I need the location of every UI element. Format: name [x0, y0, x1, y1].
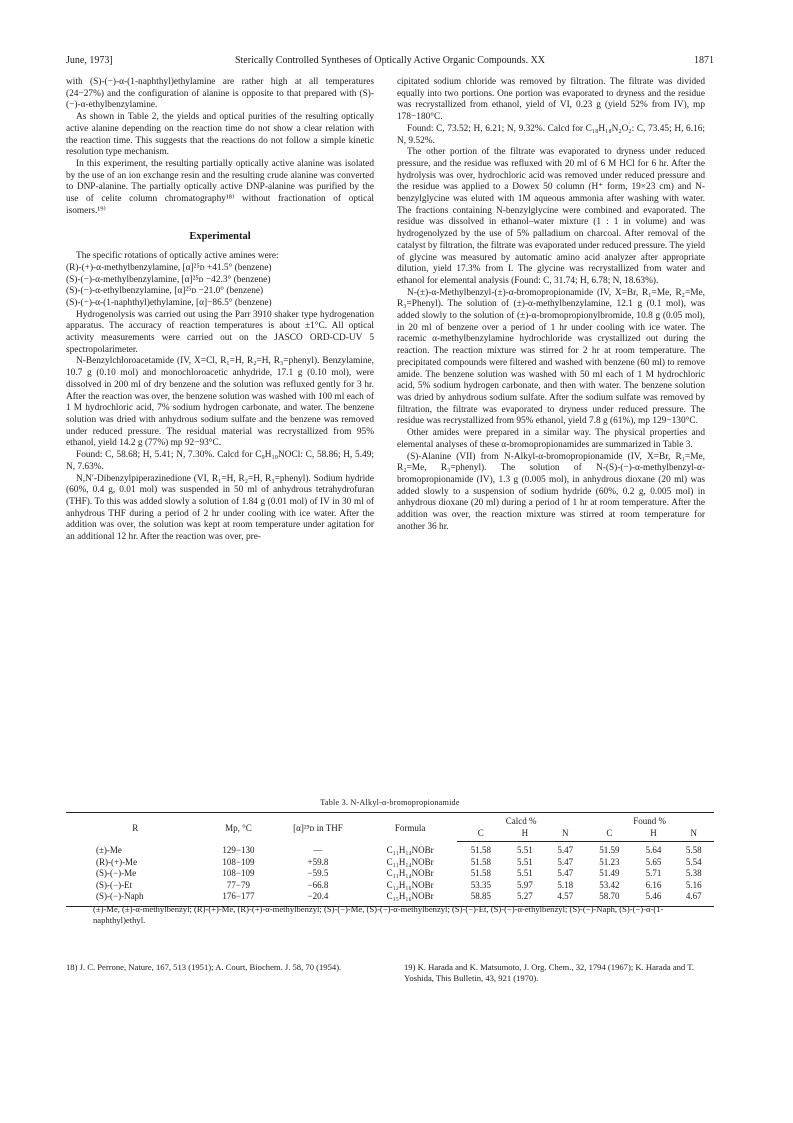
- table-cell: 5.47: [557, 868, 574, 878]
- table-cell: C₁₁H₁₄NOBr: [386, 868, 434, 878]
- column-header: H: [633, 827, 673, 842]
- paragraph: cipitated sodium chloride was removed by filtration. The filtrate was divided equally into two portions. One portion was evaporated to dryness and the residue was recrystallized from ethanol, yield of VI, 0.23 g (yield 52% from IV), mp 178−180°C.: [397, 77, 705, 123]
- table-cell: (S)-(−)-Et: [96, 879, 133, 890]
- column-header: R: [66, 813, 204, 842]
- paragraph: (S)-Alanine (VII) from N-Alkyl-α-bromopropionamide (IV, X=Br, R₁=Me, R₂=Me, R₃=phenyl). The solution of N-(S)-(−)-α-methylbenzyl-α-bromopropionamide (IV), 1.3 g (0.005 mol), in anhydrous dioxane (20 ml) was added slowly to a suspension of sodium hydride (60%, 0.2 g, 0.005 mol) in anhydrous dioxane (20 ml) during a period of 1 hr at room temperature. After the addition was over, the reaction mixture was stirred at room temperature for another 36 hr.: [397, 451, 705, 532]
- table-cell: 5.65: [645, 856, 662, 867]
- reference-18: 18) J. C. Perrone, Nature, 167, 513 (1951); A. Court, Biochem. J. 58, 70 (1954).: [66, 962, 342, 972]
- table-cell: 5.64: [645, 845, 662, 855]
- table-cell: 6.16: [645, 879, 662, 890]
- table-cell: 5.27: [505, 891, 545, 906]
- header-title: Sterically Controlled Syntheses of Optically Active Organic Compounds. XX: [234, 55, 546, 66]
- column-header: C: [457, 827, 505, 842]
- right-column: [397, 77, 705, 533]
- table-cell: (S)-(−)-Naph: [66, 891, 204, 906]
- column-header: C: [585, 827, 633, 842]
- table-cell: C₁₅H₁₆NOBr: [363, 891, 456, 906]
- table-cell: C₁₂H₁₆NOBr: [386, 879, 434, 890]
- table-cell: (±)-Me: [96, 844, 122, 855]
- column-group-header: Calcd %: [457, 813, 586, 828]
- table-row: [66, 842, 714, 857]
- paragraph: Found: C, 58.68; H, 5.41; N, 7.30%. Calcd for C₉H₁₀NOCl: C, 58.86; H, 5.49; N, 7.63%.: [66, 450, 374, 472]
- column-group-header: Found %: [585, 813, 714, 828]
- column-header: [α]²⁵ᴅ in THF: [272, 813, 363, 842]
- table-footnote: (±)-Me, (±)-α-methylbenzyl; (R)-(+)-Me, (R)-(+)-α-methylbenzyl; (S)-(−)-Me, (S)-(−)-α-methylbenzyl; (S)-(−)-Et, (S)-(−)-α-ethylbenzyl; (S)-(−)-Naph, (S)-(−)-α-(1-naphthyl)ethyl.: [93, 904, 664, 925]
- table-cell: 5.38: [685, 868, 702, 878]
- table-cell: 4.67: [674, 891, 714, 906]
- table-cell: −20.4: [272, 891, 363, 906]
- table-cell: 77−79: [226, 879, 250, 890]
- table-cell: 51.49: [599, 868, 620, 878]
- table-cell: 108−109: [222, 868, 255, 878]
- table-row: [66, 857, 714, 869]
- column-header: H: [505, 827, 545, 842]
- table-cell: 53.35: [470, 879, 491, 890]
- table-cell: 5.97: [517, 879, 533, 890]
- paragraph: As shown in Table 2, the yields and optical purities of the resulting optically active alanine depending on the reaction time do not show a clear relation with the reaction time. This suggests that the reactions do not follow a simple kinetic resolution type mechanism.: [66, 112, 374, 158]
- rotation-line: (S)-(−)-α-ethylbenzylamine, [α]²⁵ᴅ −21.0° (benzene): [66, 286, 264, 297]
- paragraph: Other amides were prepared in a similar way. The physical properties and elemental analyses of these α-bromopropionamides are summarized in Table 3.: [397, 428, 705, 450]
- left-column: [66, 77, 374, 544]
- table-cell: 108−109: [222, 856, 255, 867]
- paragraph: The specific rotations of optically active amines were:: [76, 251, 279, 262]
- table-cell: 5.16: [685, 879, 702, 890]
- table-cell: —: [313, 844, 323, 855]
- table-cell: (S)-(−)-Me: [96, 868, 137, 878]
- table-cell: 129−130: [222, 844, 255, 855]
- table-cell: 51.59: [599, 845, 620, 855]
- table-cell: +59.8: [307, 856, 329, 867]
- column-header: N: [674, 827, 714, 842]
- paragraph: N,N′-Dibenzylpiperazinedione (VI, R₁=H, R₂=H, R₃=phenyl). Sodium hydride (60%, 0.4 g, 0.01 mol) was suspended in 50 ml of anhydrous tetrahydrofuran (THF). To this was added slowly a solution of 1.84 g (0.01 mol) of IV in 30 ml of anhydrous THF during a period of 2 hr under cooling with ice water. After the addition was over, the solution was kept at room temperature under agitation for an additional 12 hr. After the reaction was over, pre-: [66, 473, 374, 543]
- table-cell: C₁₁H₁₄NOBr: [386, 844, 434, 855]
- paragraph: The other portion of the filtrate was evaporated to dryness under reduced pressure, and the residue was refluxed with 20 ml of 6 M HCl for 6 hr. After the hydrolysis was over, hydrochloric acid was removed under reduced pressure and the residue was applied to a Dowex 50 column (H⁺ form, 19×23 cm) and N-benzylglycine was eluted with 1M aqueous ammonia after washing with water. The fractions containing N-benzylglycine were combined and evaporated. The residue was dissolved in ethanol–water mixture (1 : 1 in volume) and was hydrogenolyzed by the use of 5% palladium on charcoal. After removal of the catalyst by filtration, the filtrate was evaporated under reduced pressure. The yield of glycine was measured by automatic amino acid analyzer after appropriate dilution, yield 17.3% from I. The glycine was recrystallized from water and ethanol for elemental analysis (Found: C, 31.74; H, 6.78; N, 18.63%).: [397, 147, 705, 286]
- table-cell: −66.8: [307, 879, 329, 890]
- table-cell: C₁₁H₁₄NOBr: [386, 856, 434, 867]
- table-cell: 51.23: [599, 856, 620, 867]
- table-cell: 5.18: [557, 879, 574, 890]
- table-cell: 5.51: [517, 845, 533, 855]
- table-3: [66, 812, 714, 907]
- column-header: Formula: [363, 813, 456, 842]
- table-cell: −59.5: [307, 868, 329, 878]
- table-cell: (R)-(+)-Me: [96, 856, 138, 867]
- paragraph: with (S)-(−)-α-(1-naphthyl)ethylamine are rather high at all temperatures (24−27%) and the configuration of alanine is opposite to that prepared with (S)-(−)-α-ethylbenzylamine.: [66, 77, 374, 111]
- paragraph: Found: C, 73.52; H, 6.21; N, 9.32%. Calcd for C₁₈H₁₈N₂O₂: C, 73.45; H, 6.16; N, 9.52%.: [397, 123, 705, 146]
- table-cell: 5.51: [517, 856, 533, 867]
- table-row: [66, 868, 714, 880]
- table-cell: 53.42: [599, 879, 620, 890]
- table-cell: 51.58: [470, 868, 491, 878]
- table-cell: 58.70: [585, 891, 633, 906]
- table-cell: 58.85: [457, 891, 505, 906]
- paragraph: In this experiment, the resulting partially optically active alanine was isolated by the use of an ion exchange resin and the resulting crude alanine was converted to DNP-alanine. The partially optically active DNP-alanine was purified by the use of celite column chromatography¹⁸⁾ without fractionation of optical isomers.¹⁹⁾: [66, 158, 374, 216]
- table-cell: 5.46: [633, 891, 673, 906]
- table-cell: 51.58: [470, 856, 491, 867]
- column-header: Mp, °C: [204, 813, 272, 842]
- rotation-line: (R)-(+)-α-methylbenzylamine, [α]²⁵ᴅ +41.5° (benzene): [66, 262, 272, 273]
- rotation-line: (S)-(−)-α-methylbenzylamine, [α]²⁵ᴅ −42.3° (benzene): [66, 274, 271, 285]
- table-cell: 5.47: [557, 856, 574, 867]
- table-row: [66, 880, 714, 892]
- table-cell: 5.51: [517, 868, 533, 878]
- column-header: N: [545, 827, 585, 842]
- table-cell: 5.54: [685, 856, 702, 867]
- table-cell: 5.58: [685, 845, 702, 855]
- paragraph: N-(±)-α-Methylbenzyl-(±)-α-bromopropionamide (IV, X=Br, R₁=Me, R₂=Me, R₃=Phenyl). The solution of (±)-α-methylbenzylamine, 12.1 g (0.1 mol), was added slowly to the solution of (±)-α-bromopropionylbromide, 10.8 g (0.05 mol), in 20 ml of benzene over a period of 1 hr under cooling with ice water. The racemic α-methylbenzylamine hydrochloride was crystallized out during the reaction. The reaction mixture was stirred for 2 hr at room temperature. The precipitated compounds were filtered and washed with benzene (60 ml) to remove amide. The benzene solution was washed with 50 ml each of 1 M hydrochloric acid, 5% sodium hydrogen carbonate, and then with water. The benzene solution was dried by anhydrous sodium sulfate. After the sodium sulfate was removed by filtration, the filtrate was evaporated to dryness under reduced pressure. The residue was recrystallized from 95% ethanol, yield 7.8 g (61%), mp 129−130°C.: [397, 287, 705, 427]
- table-cell: 51.58: [470, 845, 491, 855]
- table-cell: 5.71: [645, 868, 662, 878]
- table-cell: 4.57: [545, 891, 585, 906]
- rotation-line: (S)-(−)-α-(1-naphthyl)ethylamine, [α]−86.5° (benzene): [66, 297, 272, 308]
- section-heading: Experimental: [189, 231, 251, 243]
- table-cell: 176−177: [204, 891, 272, 906]
- header-date: June, 1973]: [66, 55, 113, 66]
- page-number: 1871: [694, 55, 714, 66]
- reference-19: 19) K. Harada and K. Matsumoto, J. Org. Chem., 32, 1794 (1967); K. Harada and T. Yoshida, This Bulletin, 43, 921 (1970).: [404, 962, 694, 983]
- paragraph: Hydrogenolysis was carried out using the Parr 3910 shaker type hydrogenation apparatus. The accuracy of reaction temperatures is about ±1°C. All optical activity measurements were carried out on the JASCO ORD-CD-UV 5 spectropolarimeter.: [66, 309, 374, 355]
- table-caption: Table 3. N-Alkyl-α-bromopropionamide: [320, 798, 460, 807]
- paragraph: N-Benzylchloroacetamide (IV, X=Cl, R₁=H, R₂=H, R₃=phenyl). Benzylamine, 10.7 g (0.10 mol) and monochloroacetic anhydride, 17.1 g (0.10 mol), were dissolved in 200 ml of dry benzene and the solution was refluxed gently for 3 hr. After the reaction was over, the benzene solution was washed with 100 ml each of 1 M hydrochloric acid, 7% sodium hydrogen carbonate, and water. The benzene solution was dried with anhydrous sodium sulfate and the benzene was removed under reduced pressure. The residual material was recrystallized from 95% ethanol, yield 14.2 g (77%) mp 92−93°C.: [66, 356, 374, 449]
- running-header: [66, 55, 714, 69]
- table-cell: 5.47: [557, 845, 574, 855]
